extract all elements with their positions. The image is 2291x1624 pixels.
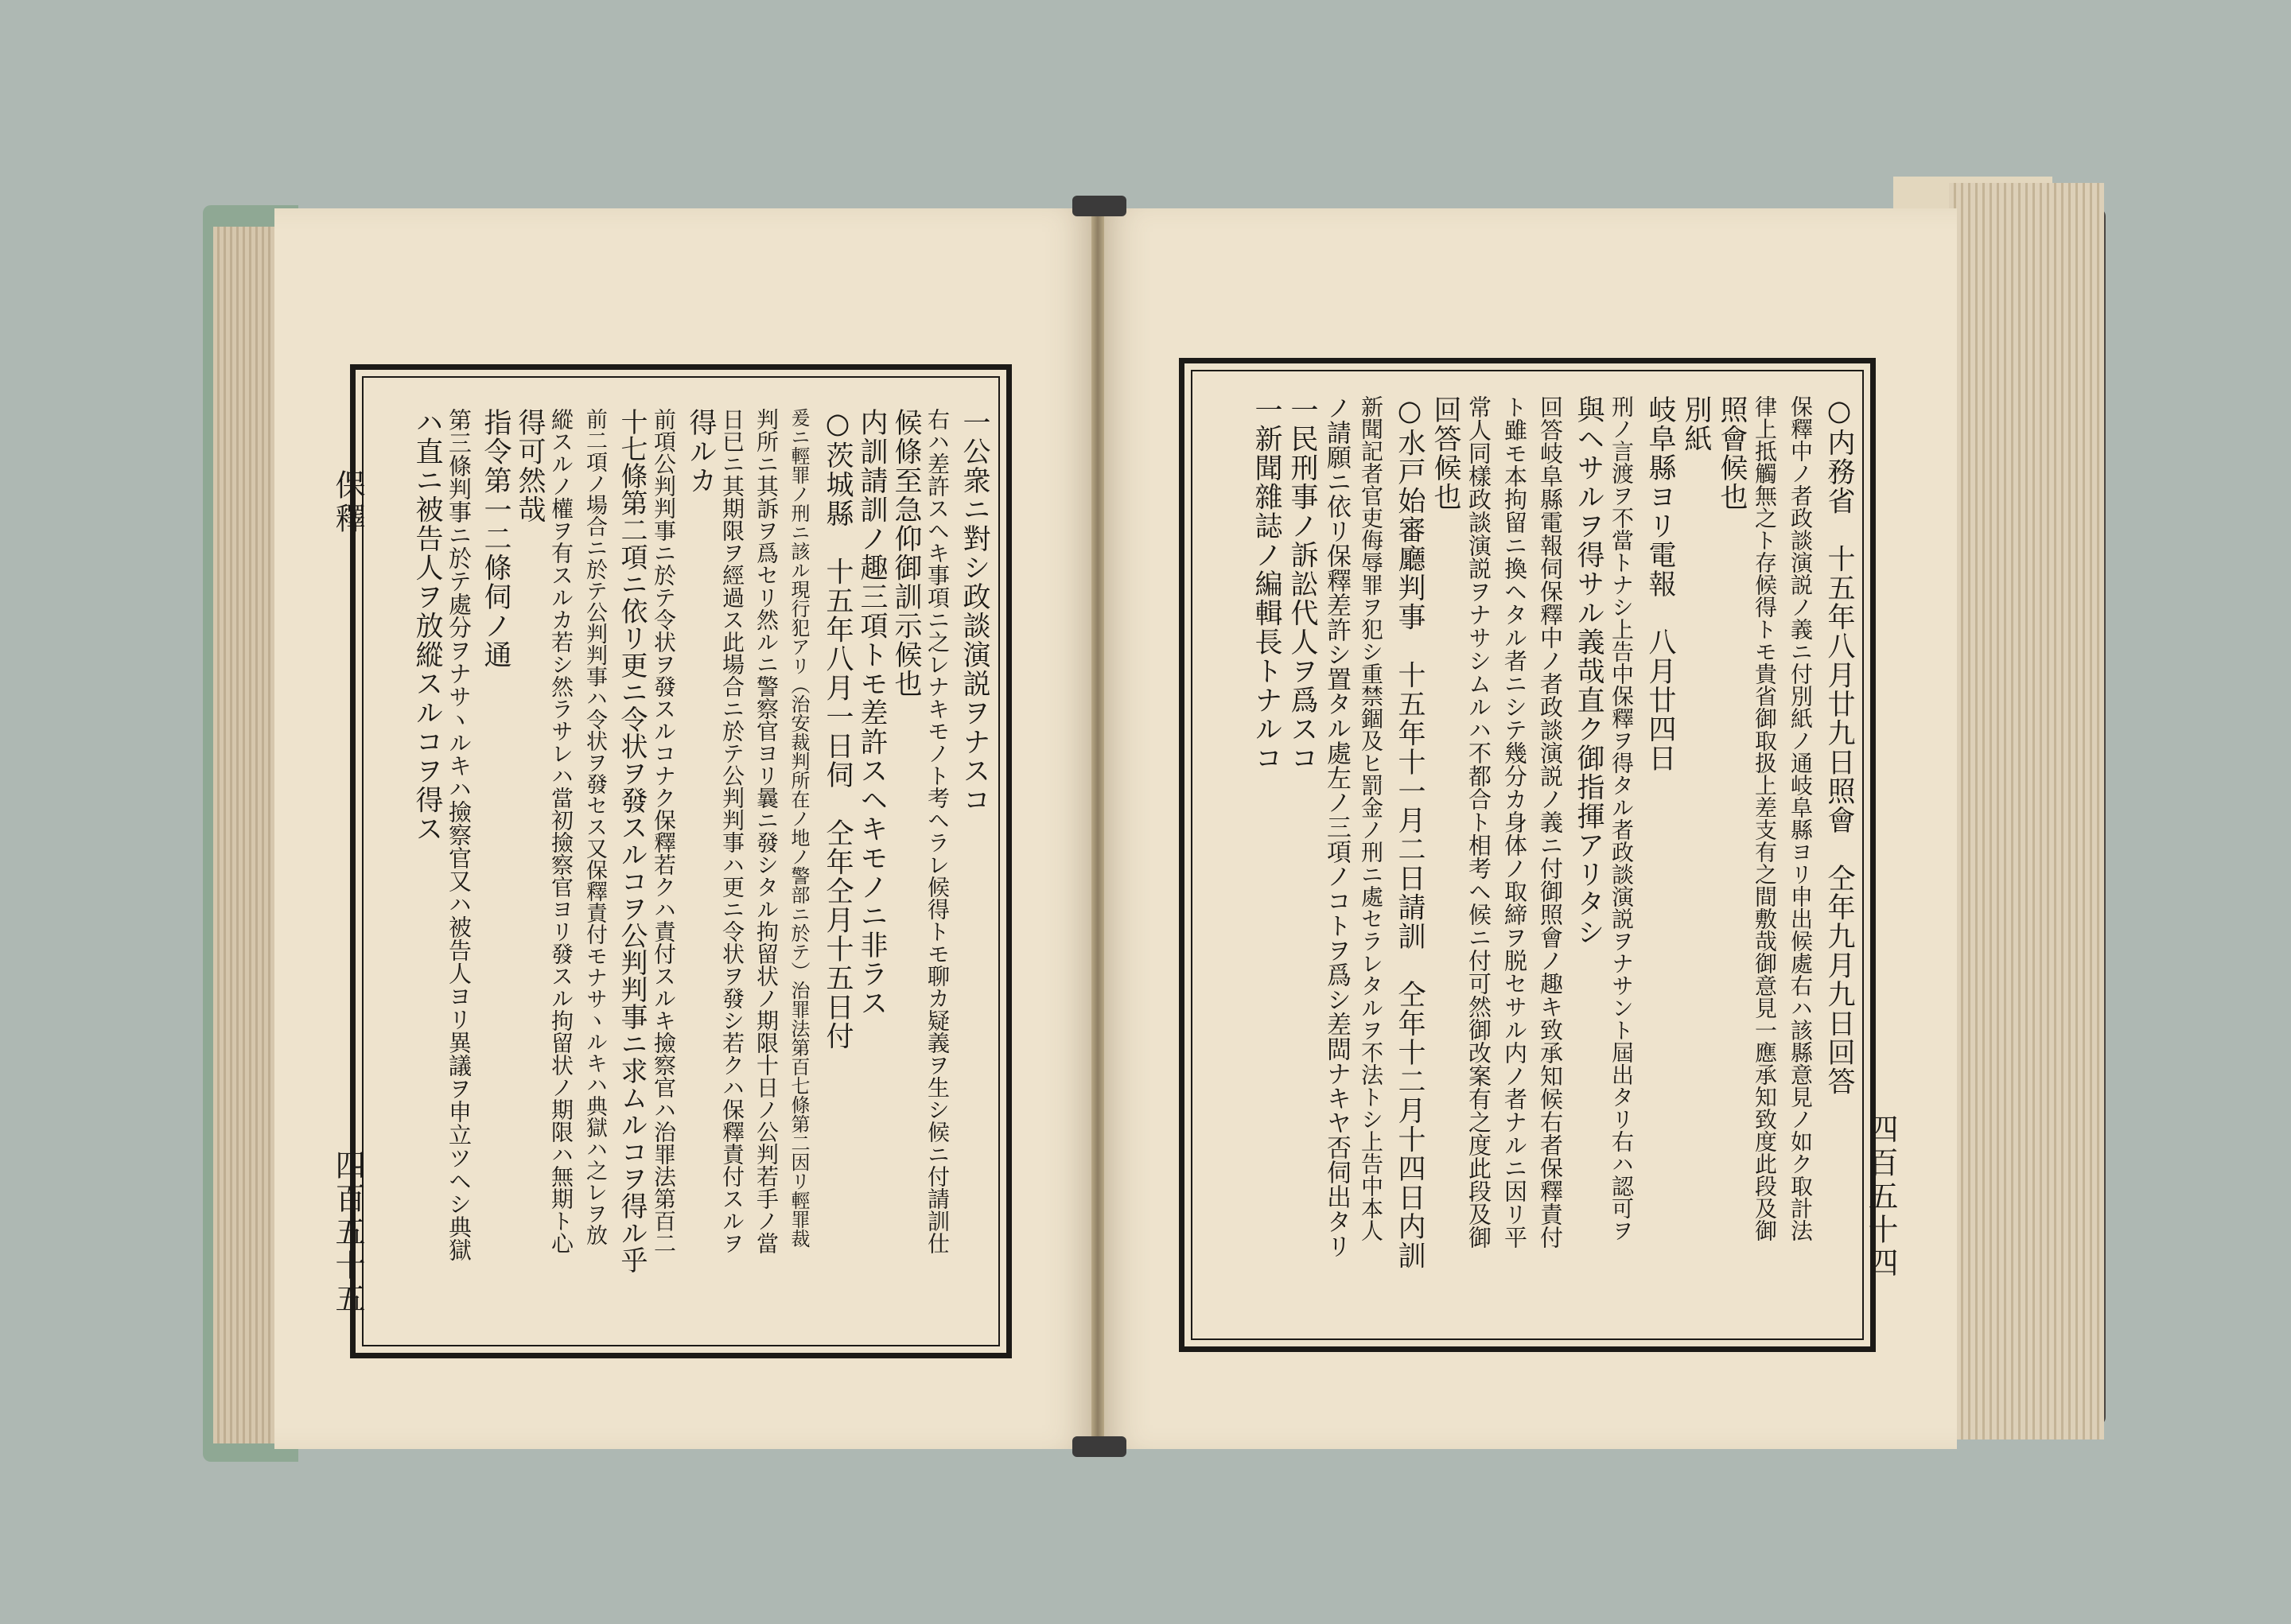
text-line: 別紙 xyxy=(1680,395,1712,453)
text-line: 保釋中ノ者政談演説ノ義ニ付別紙ノ通岐阜縣ヨリ申出候處右ハ該縣意見ノ如ク取計法 xyxy=(1787,395,1814,1241)
text-line: 刑ノ言渡ヲ不當トナシ上告中保釋ヲ得タル者政談演説ヲナサント屆出タリ右ハ認可ヲ xyxy=(1608,395,1635,1241)
text-line: 照會候也 xyxy=(1716,395,1748,511)
text-line: 前二項ノ場合ニ於テ公判判事ハ令状ヲ發セス又保釋責付モナサヽルキハ典獄ハ之レヲ放 xyxy=(582,408,607,1245)
text-line: ○内務省 十五年八月廿九日照會 仝年九月九日回答 xyxy=(1823,395,1855,1096)
text-line: ト雖モ本拘留ニ換ヘタル者ニシテ幾分カ身体ノ取締ヲ脱セサル内ノ者ナルニ因リ平 xyxy=(1501,395,1528,1249)
text-line: 指令第一二條伺ノ通 xyxy=(480,408,511,670)
text-line: 第三條判事ニ於テ處分ヲナサヽルキハ撿察官又ハ被告人ヨリ異議ヲ申立ツヘシ典獄 xyxy=(445,408,473,1261)
text-line: 前項公判判事ニ於テ令状ヲ發スルコナク保釋若クハ責付スルキ撿察官ハ治罪法第百二 xyxy=(651,408,677,1254)
text-line: 得可然哉 xyxy=(514,408,546,524)
spine-band-bottom xyxy=(1072,1436,1126,1457)
book-gutter xyxy=(1091,208,1104,1449)
text-line: 與ヘサルヲ得サル義哉直ク御指揮アリタシ xyxy=(1573,395,1604,947)
text-line: 十七條第二項ニ依リ更ニ令状ヲ發スルコヲ公判判事ニ求ムルコヲ得ル乎 xyxy=(616,408,648,1273)
text-line: ハ直ニ被告人ヲ放縱スルコヲ得ス xyxy=(411,408,443,844)
text-frame-left xyxy=(350,364,1012,1358)
text-line: ○水戸始審廳判事 十五年十一月二日請訓 仝年十二月十四日内訓 xyxy=(1394,395,1426,1270)
text-line: 一公衆ニ對シ政談演説ヲナスコ xyxy=(959,408,990,814)
text-line: 常人同樣政談演説ヲナサシムルハ不都合ト相考ヘ候ニ付可然御改案有之度此段及御 xyxy=(1465,395,1492,1249)
spine-band-top xyxy=(1072,196,1126,216)
page-number-left: 四百五十五 xyxy=(330,1149,365,1316)
page-number-right: 四百五十四 xyxy=(1863,1113,1898,1280)
text-line: 回答岐阜縣電報伺保釋中ノ者政談演説ノ義ニ付御照會ノ趣キ致承知候右者保釋責付 xyxy=(1537,395,1564,1249)
page-edges-right xyxy=(1949,183,2104,1439)
text-line: 律上抵觸無之ト存候得トモ貴省御取扱上差支有之間敷哉御意見一應承知致度此段及御 xyxy=(1752,395,1778,1241)
text-line: 一新聞雜誌ノ編輯長トナルコ xyxy=(1251,395,1282,773)
text-line: ノ請願ニ依リ保釋差許シ置タル處左ノ三項ノコトヲ爲シ差閊ナキヤ否伺出タリ xyxy=(1322,395,1351,1258)
text-line: 爰ニ輕罪ノ刑ニ該ル現行犯アリ（治安裁判所在ノ地ノ警部ニ於テ）治罪法第百七條第二因リ輕罪裁 xyxy=(788,408,810,1248)
text-line: 新聞記者官吏侮辱罪ヲ犯シ重禁錮及ヒ罰金ノ刑ニ處セラレタルヲ不法トシ上告中本人 xyxy=(1358,395,1384,1241)
text-line: 候條至急仰御訓示候也 xyxy=(890,408,922,698)
text-line: 内訓請訓ノ趣三項トモ差許スヘキモノニ非ラス xyxy=(856,408,888,1018)
running-title: 保釋 xyxy=(330,469,365,536)
text-line: 一民刑事ノ訴訟代人ヲ爲スコ xyxy=(1286,395,1318,773)
text-line: 縱スルノ權ヲ有スルカ若シ然ラサレハ當初撿察官ヨリ發スル拘留状ノ期限ハ無期ト心 xyxy=(548,408,574,1254)
text-line: 得ルカ xyxy=(685,408,717,495)
text-frame-right xyxy=(1179,358,1876,1352)
text-line: 日已ニ其期限ヲ經過ス此場合ニ於テ公判判事ハ更ニ令状ヲ發シ若クハ保釋責付スルヲ xyxy=(719,408,745,1254)
text-line: 右ハ差許スヘキ事項ニ之レナキモノト考ヘラレ候得トモ聊カ疑義ヲ生シ候ニ付請訓仕 xyxy=(924,408,951,1254)
text-line: ○茨城縣 十五年八月一日伺 仝年仝月十五日付 xyxy=(822,408,854,1051)
text-line: 岐阜縣ヨリ電報 八月廿四日 xyxy=(1644,395,1676,773)
text-line: 判所ニ其訴ヲ爲セリ然ルニ警察官ヨリ曩ニ發シタル拘留状ノ期限十日ノ公判若手ノ當 xyxy=(753,408,780,1254)
text-line: 回答候也 xyxy=(1429,395,1461,511)
